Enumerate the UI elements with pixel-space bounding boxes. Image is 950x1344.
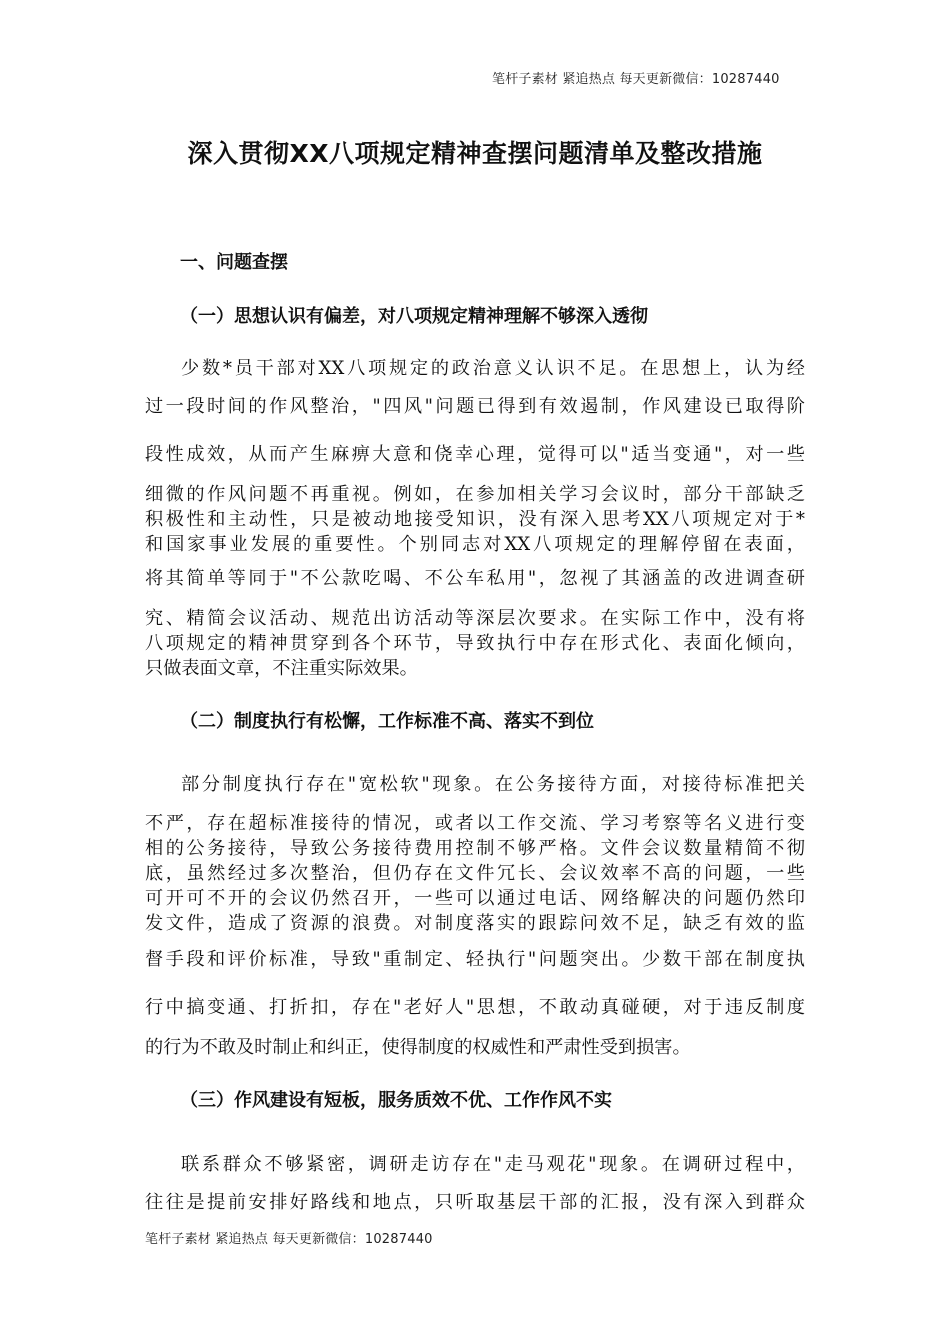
paragraph-line: 部分制度执行存在"宽松软"现象。在公务接待方面，对接待标准把关 bbox=[181, 774, 805, 795]
paragraph-line: 只做表面文章，不注重实际效果。 bbox=[145, 658, 418, 679]
paragraph-line: 发文件，造成了资源的浪费。对制度落实的跟踪问效不足，缺乏有效的监 bbox=[145, 913, 805, 934]
paragraph-line: 积极性和主动性，只是被动地接受知识，没有深入思考XX八项规定对于* bbox=[145, 509, 805, 530]
paragraph-line: 行中搞变通、打折扣，存在"老好人"思想，不敢动真碰硬，对于违反制度 bbox=[145, 997, 805, 1018]
section-heading-problems: 一、问题查摆 bbox=[180, 252, 288, 273]
subsection-heading-3: （三）作风建设有短板，服务质效不优、工作作风不实 bbox=[180, 1090, 612, 1111]
paragraph-line: 究、精简会议活动、规范出访活动等深层次要求。在实际工作中，没有将 bbox=[145, 608, 805, 629]
paragraph-line: 不严，存在超标准接待的情况，或者以工作交流、学习考察等名义进行变 bbox=[145, 813, 805, 834]
paragraph-line: 相的公务接待，导致公务接待费用控制不够严格。文件会议数量精简不彻 bbox=[145, 838, 805, 859]
paragraph-line: 细微的作风问题不再重视。例如，在参加相关学习会议时，部分干部缺乏 bbox=[145, 484, 805, 505]
paragraph-line: 联系群众不够紧密，调研走访存在"走马观花"现象。在调研过程中， bbox=[181, 1154, 805, 1175]
header-watermark-note: 笔杆子素材 紧追热点 每天更新微信：10287440 bbox=[492, 72, 780, 87]
subsection-heading-2: （二）制度执行有松懈，工作标准不高、落实不到位 bbox=[180, 711, 594, 732]
paragraph-line: 底，虽然经过多次整治，但仍存在文件冗长、会议效率不高的问题，一些 bbox=[145, 863, 805, 884]
paragraph-line: 往往是提前安排好路线和地点，只听取基层干部的汇报，没有深入到群众 bbox=[145, 1192, 805, 1213]
paragraph-line: 少数*员干部对XX八项规定的政治意义认识不足。在思想上，认为经 bbox=[181, 358, 805, 379]
paragraph-line: 督手段和评价标准，导致"重制定、轻执行"问题突出。少数干部在制度执 bbox=[145, 949, 805, 970]
paragraph-line: 过一段时间的作风整治，"四风"问题已得到有效遏制，作风建设已取得阶 bbox=[145, 396, 805, 417]
subsection-heading-1: （一）思想认识有偏差，对八项规定精神理解不够深入透彻 bbox=[180, 306, 648, 327]
paragraph-line: 段性成效，从而产生麻痹大意和侥幸心理，觉得可以"适当变通"，对一些 bbox=[145, 444, 805, 465]
paragraph-line: 和国家事业发展的重要性。个别同志对XX八项规定的理解停留在表面， bbox=[145, 534, 805, 555]
paragraph-line: 的行为不敢及时制止和纠正，使得制度的权威性和严肃性受到损害。 bbox=[145, 1037, 691, 1058]
paragraph-line: 可开可不开的会议仍然召开，一些可以通过电话、网络解决的问题仍然印 bbox=[145, 888, 805, 909]
paragraph-line: 八项规定的精神贯穿到各个环节，导致执行中存在形式化、表面化倾向， bbox=[145, 633, 805, 654]
document-title: 深入贯彻XX八项规定精神查摆问题清单及整改措施 bbox=[187, 139, 763, 168]
paragraph-line: 将其简单等同于"不公款吃喝、不公车私用"，忽视了其涵盖的改进调查研 bbox=[145, 568, 805, 589]
footer-watermark-note: 笔杆子素材 紧追热点 每天更新微信：10287440 bbox=[145, 1232, 433, 1247]
